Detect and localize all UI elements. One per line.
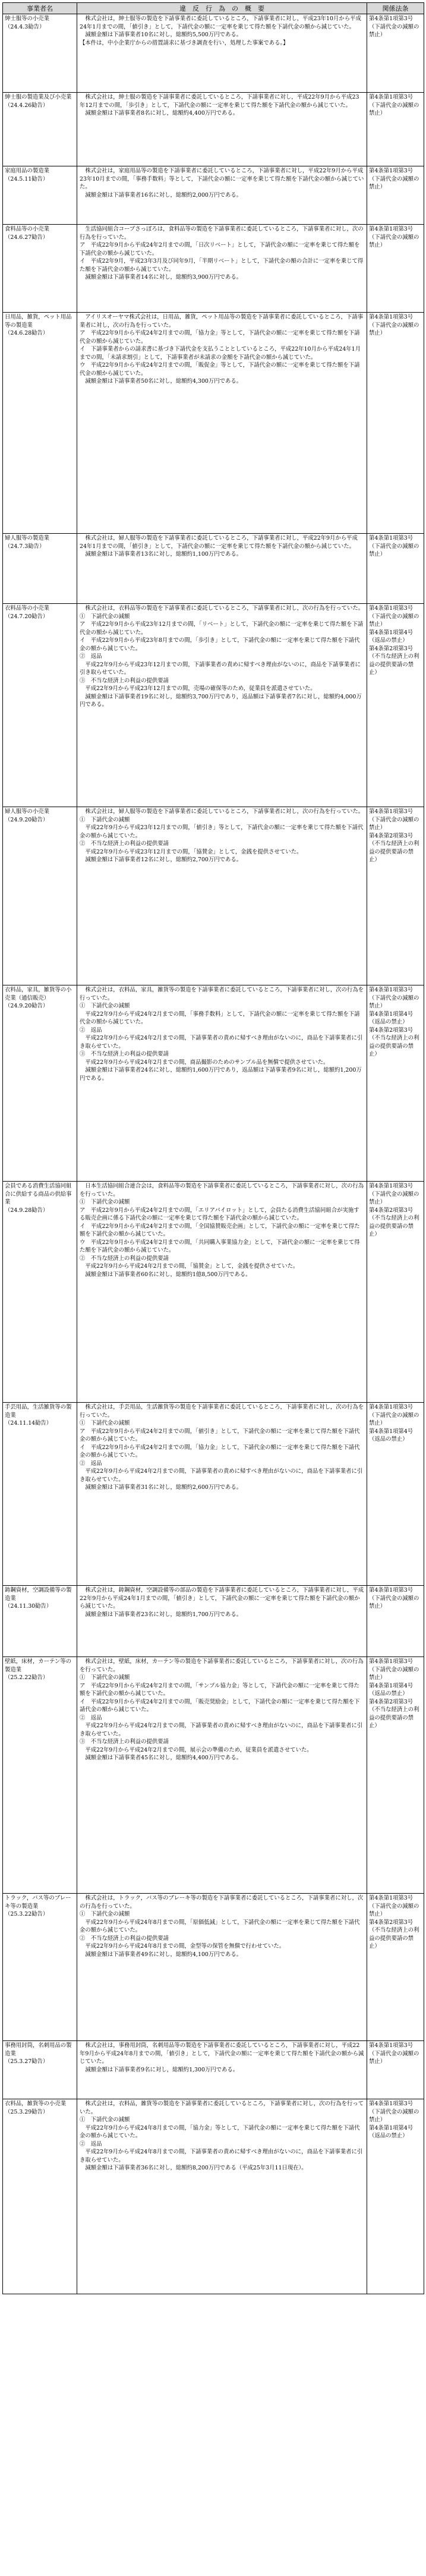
company-cell-line: 家庭用品の製造業	[5, 168, 50, 174]
company-cell-line: （24.4.3勧告）	[5, 23, 45, 30]
company-cell	[3, 14, 77, 93]
law-cell	[367, 1403, 424, 1586]
summary-cell	[77, 166, 367, 225]
summary-cell-line: ① 下請代金の減額	[80, 1911, 130, 1918]
table-row	[3, 985, 424, 1182]
law-cell-line: 第4条第1項第3号（下請代金の減額の禁止）	[369, 1895, 419, 1918]
summary-cell-line: イ 平成22年9月から平成24年2月までの間，「全国協賛販売企画」として，下請代金の額に一定率を乗じて得た額を下請代金の額から減じていた。	[80, 1223, 360, 1238]
summary-cell-line: 平成22年9月から平成24年2月までの間，「協賛金」として，金銭を提供させていた。	[80, 1263, 299, 1270]
table-row	[3, 225, 424, 313]
summary-cell	[77, 604, 367, 807]
summary-cell-line: ② 返品	[80, 653, 102, 660]
company-cell-line: トラック，バス等のブレーキ等の製造業	[5, 1895, 71, 1910]
table-row	[3, 14, 424, 93]
company-cell-line: 衣料品，家具，雑貨等の小売業（通信販売）	[5, 987, 72, 1002]
company-cell-line: （24.6.27勧告）	[5, 234, 49, 241]
summary-cell-line: ウ 平成22年9月から平成24年2月までの間，「販促金」等として，下請代金の額に一定率を乗じて得た額を下請代金の額から減じていた。	[80, 362, 360, 377]
summary-cell-line: イ 平成22年9月，平成23年3月及び同年9月，「半期リベート」として，下請代金の額の合計に一定率を乗じて得た額を下請代金の額から減じていた。	[80, 258, 364, 273]
law-cell	[367, 166, 424, 225]
law-cell	[367, 1657, 424, 1894]
summary-cell-line: 減額金額は下請事業者50名に対し，総額約4,300万円である。	[80, 378, 242, 385]
summary-cell-line: ① 下請代金の減額	[80, 1420, 130, 1427]
law-cell	[367, 534, 424, 604]
company-cell-line: （24.9.20勧告）	[5, 816, 49, 823]
summary-cell-line: ② 不当な経済上の利益の提供要請	[80, 840, 169, 848]
law-cell-line: 第4条第1項第3号（下請代金の減額の禁止）	[369, 1658, 419, 1681]
table-row	[3, 1403, 424, 1586]
company-cell-line: 会員である消費生活協同組合に供給する商品の供給事業	[5, 1183, 72, 1206]
summary-cell-line: ① 下請代金の減額	[80, 1003, 130, 1010]
summary-cell-line: アイリスオーヤマ株式会社は，日用品，雑貨，ペット用品等の製造を下請事業者に委託しているところ，下請事業者に対し，次の行為を行っていた。	[80, 314, 364, 329]
law-cell-line: 第4条第1項第3号（下請代金の減額の禁止）	[369, 2101, 419, 2124]
summary-cell	[77, 1657, 367, 1894]
law-cell-line: 第4条第2項第3号（不当な経済上の利益の提供要請の禁止）	[369, 1919, 419, 1950]
header-summary: 違 反 行 為 の 概 要	[77, 3, 367, 14]
summary-cell	[77, 93, 367, 166]
summary-cell-line: ② 返品	[80, 2140, 102, 2147]
table-row	[3, 2099, 424, 2294]
summary-cell-line: ① 下請代金の減額	[80, 1674, 130, 1681]
law-cell	[367, 225, 424, 313]
summary-cell-line: 減額金額は下請事業者36名に対し，総額約8,200万円である（平成25年3月11日現在）。	[80, 2165, 307, 2172]
law-cell-line: 第4条第2項第3号（不当な経済上の利益の提供要請の禁止）	[369, 645, 419, 676]
summary-cell-line: ① 下請代金の減額	[80, 1199, 130, 1206]
law-cell-line: 第4条第2項第3号（不当な経済上の利益の提供要請の禁止）	[369, 1698, 419, 1730]
summary-cell-line: 平成22年9月から平成24年2月までの間，商品撮影のためのサンプル品を無償で提供させていた。	[80, 1059, 329, 1066]
company-cell-line: 紳士服の製造業及び小売業	[5, 94, 72, 100]
summary-cell	[77, 1182, 367, 1403]
table-row	[3, 807, 424, 985]
company-cell-line: 紳士服等の小売業	[5, 15, 50, 22]
summary-cell-line: 減額金額は下請事業者45名に対し，総額約4,400万円である。	[80, 1755, 242, 1762]
summary-cell-line: 平成22年9月から平成24年2月までの間，下請事業者の責めに帰すべき理由がないのに，商品を下請事業者に引き取らせていた。	[80, 1722, 363, 1737]
summary-cell-line: 日本生活協同組合連合会は，食料品等の製造を下請事業者に委託しているところ，下請事業者に対し，次の行為を行っていた。	[80, 1183, 364, 1198]
summary-cell-line: イ 下請事業者からの請求書に基づき下請代金を支払うこととしているところ，平成22年10月から平成24年1月までの間，「未請求割引」として，下請事業者が未請求の金額を下請代金の額から減じていた。	[80, 346, 361, 361]
company-cell-line: 衣料品，雑貨等の小売業	[5, 2101, 67, 2107]
law-cell-line: 第4条第1項第4号（返品の禁止）	[369, 1010, 414, 1026]
law-cell-line: 第4条第2項第3号（不当な経済上の利益の提供要請の禁止）	[369, 832, 419, 864]
table-body	[3, 14, 424, 2294]
table-row	[3, 1894, 424, 2041]
table-row	[3, 534, 424, 604]
law-cell-line: 第4条第1項第3号（下請代金の減額の禁止）	[369, 314, 419, 337]
summary-cell-line: 減額金額は下請事業者8名に対し，総額約4,400万円である。	[80, 110, 239, 117]
company-cell-line: （24.9.28勧告）	[5, 1207, 49, 1214]
summary-cell-line: 減額金額は下請事業者60名に対し，総額約1億8,500万円である。	[80, 1271, 251, 1278]
company-cell-line: （24.4.26勧告）	[5, 102, 49, 109]
summary-cell-line: 株式会社は，婦人服等の製造を下請事業者に委託しているところ，下請事業者に対し，次の行為を行っていた。	[80, 808, 364, 815]
summary-cell	[77, 1586, 367, 1657]
company-cell	[3, 604, 77, 807]
law-cell	[367, 1586, 424, 1657]
summary-cell-line: 減額金額は下請事業者10名に対し，総額約5,500万円である。	[80, 32, 242, 39]
law-cell-line: 第4条第1項第3号（下請代金の減額の禁止）	[369, 94, 419, 117]
summary-cell	[77, 1894, 367, 2041]
company-cell-line: 手芸用品，生活雑貨等の製造業	[5, 1404, 72, 1419]
summary-cell-line: ① 下請代金の減額	[80, 2117, 130, 2124]
enforcement-table	[2, 2, 424, 2294]
company-cell	[3, 1657, 77, 1894]
company-cell-line: （24.7.20勧告）	[5, 613, 49, 620]
summary-cell-line: 株式会社は，衣料品，雑貨等の製造を下請事業者に委託しているところ，下請事業者に対し，次の行為を行っていた。	[80, 2101, 364, 2115]
company-cell-line: （25.3.27勧告）	[5, 2058, 49, 2065]
law-cell-line: 第4条第1項第3号（下請代金の減額の禁止）	[369, 168, 419, 191]
company-cell-line: 婦人服等の小売業	[5, 808, 50, 815]
summary-cell-line: ③ 不当な経済上の利益の提供要請	[80, 1739, 169, 1746]
table-row	[3, 1182, 424, 1403]
law-cell-line: 第4条第1項第3号（下請代金の減額の禁止）	[369, 1183, 419, 1206]
summary-cell-line: 平成22年9月から平成24年8月までの間，金型等の保管を無償で行わせていた。	[80, 1943, 285, 1950]
law-cell	[367, 93, 424, 166]
summary-cell-line: 減額金額は下請事業者23名に対し，総額約1,700万円である。	[80, 1611, 242, 1618]
summary-cell-line: ア 平成22年9月から平成24年2月までの間，「日次リベート」として，下請代金の額に一定率を乗じて得た額を下請代金の額から減じていた。	[80, 242, 360, 257]
summary-cell-line: 株式会社は，家庭用品等の製造を下請事業者に委託しているところ，下請事業者に対し，平成22年9月から平成23年10月までの間，「事務手数料」等として，下請代金の額に一定率を乗じて得た額を下請代金の額から減じていた。	[80, 168, 364, 191]
summary-cell-line: 平成22年9月から平成24年8月までの間，「協力金」等として，下請代金の額に一定率を乗じて得た額を下請代金の額から減じていた。	[80, 2124, 360, 2140]
summary-cell-line: 平成22年9月から平成24年2月までの間，「事務手数料」として，下請代金の額に一定率を乗じて得た額を下請代金の額から減じていた。	[80, 1010, 360, 1026]
summary-cell	[77, 2041, 367, 2099]
company-cell-line: （24.11.30勧告）	[5, 1603, 52, 1610]
summary-cell-line: 株式会社は，鋳鋼資材，空調設備等の部品の製造を下請事業者に委託しているところ，下請事業者に対し，平成22年9月から平成24年1月までの間，「値引き」として，下請代金の額に一定率を乗じて得た額を下請代金の額から減じていた。	[80, 1587, 364, 1610]
law-cell-line: 第4条第1項第4号（返品の禁止）	[369, 2124, 414, 2140]
company-cell-line: （24.11.14勧告）	[5, 1420, 52, 1427]
law-cell-line: 第4条第1項第3号（下請代金の減額の禁止）	[369, 1587, 419, 1610]
company-cell-line: 事務用封筒，名刺用品の製造業	[5, 2042, 72, 2057]
summary-cell-line: 減額金額は下請事業者12名に対し，総額約2,700万円である。	[80, 856, 242, 864]
summary-cell-line: ア 平成22年9月から平成24年2月までの間，「エリアパイロット」として，会員たる消費生活協同組合が実施する販売企画に係る下請代金の額に一定率を乗じて得た額を下請代金の額から減じていた。	[80, 1207, 359, 1222]
law-cell-line: 第4条第1項第3号（下請代金の減額の禁止）	[369, 808, 419, 832]
summary-cell-line: ② 返品	[80, 1460, 102, 1467]
summary-cell-line: 【本件は，中小企業庁からの措置請求に基づき調査を行い，処理した事案である。】	[80, 39, 289, 46]
summary-cell-line: 株式会社は，衣料品，家具，雑貨等の製造を下請事業者に委託しているところ，下請事業者に対し，次の行為を行っていた。	[80, 987, 364, 1002]
summary-cell-line: 平成22年9月から平成23年12月までの間，「値引き」等として，下請代金の額に一定率を乗じて得た額を下請代金の額から減じていた。	[80, 824, 364, 839]
company-cell	[3, 534, 77, 604]
table-header-row	[3, 3, 424, 14]
summary-cell-line: ① 下請代金の減額	[80, 613, 130, 620]
table-row	[3, 604, 424, 807]
law-cell-line: 第4条第2項第3号（不当な経済上の利益の提供要請の禁止）	[369, 1207, 419, 1238]
company-cell-line: 婦人服等の製造業	[5, 535, 50, 541]
summary-cell-line: ア 平成22年9月から平成24年2月までの間，「サンプル協力金」等として，下請代金の額に一定率を乗じて得た額を下請代金の額から減じていた。	[80, 1682, 359, 1698]
table-row	[3, 313, 424, 534]
law-cell	[367, 1182, 424, 1403]
company-cell	[3, 1403, 77, 1586]
summary-cell	[77, 14, 367, 93]
summary-cell-line: ② 返品	[80, 1026, 102, 1034]
summary-cell-line: 株式会社は，壁紙，床材，カーテン等の製造を下請事業者に委託しているところ，下請事業者に対し，次の行為を行っていた。	[80, 1658, 364, 1673]
company-cell-line: （24.6.28勧告）	[5, 330, 49, 337]
summary-cell-line: 株式会社は，婦人服等の製造を下請事業者に委託しているところ，下請事業者に対し，平成22年9月から平成24年1月までの間，「値引き」として，下請代金の額に一定率を乗じて得た額を下請代金の額から減じていた。	[80, 535, 358, 550]
summary-cell	[77, 1403, 367, 1586]
law-cell-line: 第4条第1項第3号（下請代金の減額の禁止）	[369, 15, 419, 39]
law-cell	[367, 1894, 424, 2041]
summary-cell-line: ア 平成22年9月から平成23年12月までの間，「リベート」として，下請代金の額に一定率を乗じて得た額を下請代金の額から減じていた。	[80, 621, 364, 636]
law-cell	[367, 2099, 424, 2294]
summary-cell-line: ② 不当な経済上の利益の提供要請	[80, 1935, 169, 1942]
summary-cell-line: 平成22年9月から平成24年2月までの間，展示会の準備のため，従業員を派遣させていた。	[80, 1746, 313, 1753]
summary-cell-line: 株式会社は，トラック，バス等のブレーキ等の製造を下請事業者に委託しているところ，下請事業者に対し，次の行為を行っていた。	[80, 1895, 364, 1910]
law-cell	[367, 604, 424, 807]
summary-cell-line: ② 返品	[80, 1714, 102, 1721]
company-cell	[3, 93, 77, 166]
law-cell	[367, 807, 424, 985]
summary-cell-line: 減額金額は下請事業者9名に対し，総額約1,300万円である。	[80, 2066, 239, 2073]
summary-cell-line: 株式会社は，事務用封筒，名刺用品等の製造を下請事業者に委託しているところ，下請事業者に対し，平成22年9月から平成24年8月までの間，「値引き」として，下請代金の額に一定率を乗じて得た額を下請代金の額から減じていた。	[80, 2042, 364, 2065]
company-cell-line: （24.5.11勧告）	[5, 175, 49, 182]
summary-cell-line: 減額金額は下請事業者13名に対し，総額約1,100万円である。	[80, 551, 242, 558]
law-cell-line: 第4条第1項第4号（返品の禁止）	[369, 1682, 414, 1698]
table-row	[3, 2041, 424, 2099]
company-cell-line: （24.9.20勧告）	[5, 1003, 49, 1010]
summary-cell-line: 平成22年9月から平成24年2月までの間，下請事業者の責めに帰すべき理由がないのに，商品を下請事業者に引き取らせていた。	[80, 1468, 363, 1483]
law-cell-line: 第4条第1項第3号（下請代金の減額の禁止）	[369, 2042, 419, 2065]
law-cell	[367, 985, 424, 1182]
company-cell-line: 衣料品等の小売業	[5, 605, 50, 612]
table-row	[3, 166, 424, 225]
company-cell	[3, 807, 77, 985]
summary-cell	[77, 313, 367, 534]
summary-cell-line: 減額金額は下請事業者49名に対し，総額約4,100万円である。	[80, 1951, 242, 1958]
law-cell-line: 第4条第1項第3号（下請代金の減額の禁止）	[369, 535, 419, 558]
summary-cell	[77, 2099, 367, 2294]
company-cell	[3, 2041, 77, 2099]
table-row	[3, 1586, 424, 1657]
summary-cell-line: ① 下請代金の減額	[80, 816, 130, 823]
table-row	[3, 93, 424, 166]
summary-cell-line: 減額金額は下請事業者16名に対し，総額約2,000万円である。	[80, 191, 242, 199]
summary-cell-line: 減額金額は下請事業者24名に対し，総額約1,600万円であり，返品額は下請事業者9名に対し，総額約1,200万円である。	[80, 1067, 362, 1082]
summary-cell-line: 減額金額は下請事業者19名に対し，総額約3,700万円であり，返品額は下請事業者7名に対し，総額約4,000万円である。	[80, 693, 362, 708]
company-cell-line: （24.7.3勧告）	[5, 543, 45, 550]
company-cell-line: （25.3.22勧告）	[5, 1911, 49, 1918]
header-law: 関係法条	[367, 3, 424, 14]
law-cell-line: 第4条第1項第4号（返品の禁止）	[369, 629, 414, 644]
law-cell	[367, 2041, 424, 2099]
law-cell	[367, 313, 424, 534]
law-cell	[367, 14, 424, 93]
company-cell-line: 壁紙，床材，カーテン等の製造業	[5, 1658, 72, 1673]
summary-cell-line: イ 平成22年9月から平成24年2月までの間，「協力金」として，下請代金の額に一定率を乗じて得た額を下請代金の額から減じていた。	[80, 1444, 360, 1459]
summary-cell-line: 平成22年9月から平成23年12月までの間，「協賛金」として，金銭を提供させていた。	[80, 848, 302, 855]
summary-cell-line: 平成22年9月から平成24年8月までの間，「原価低減」として，下請代金の額に一定率を乗じて得た額を下請代金の額から減じていた。	[80, 1919, 360, 1934]
summary-cell	[77, 225, 367, 313]
summary-cell-line: ウ 平成22年9月から平成24年2月までの間，「共同購入事業協力金」として，下請代金の額に一定率を乗じて得た額を下請代金の額から減じていた。	[80, 1239, 360, 1254]
summary-cell	[77, 807, 367, 985]
summary-cell-line: 株式会社は，紳士服等の製造を下請事業者に委託しているところ，下請事業者に対し，平成23年10月から平成24年1月までの間，「値引き」として，下請代金の額に一定率を乗じて得た額を下請代金の額から減じていた。	[80, 15, 361, 30]
summary-cell-line: 株式会社は，紳士服の製造を下請事業者に委託しているところ，下請事業者に対し，平成22年9月から平成23年12月までの間，「歩引き」として，下請代金の額に一定率を乗じて得た額を下請代金の額から減じていた。	[80, 94, 359, 109]
company-cell	[3, 313, 77, 534]
summary-cell-line: 株式会社は，衣料品等の製造を下請事業者に委託しているところ，下請事業者に対し，次の行為を行っていた。	[80, 605, 364, 612]
company-cell	[3, 225, 77, 313]
summary-cell-line: ② 不当な経済上の利益の提供要請	[80, 1255, 169, 1262]
company-cell	[3, 1586, 77, 1657]
company-cell	[3, 985, 77, 1182]
company-cell-line: （25.2.22勧告）	[5, 1674, 49, 1681]
table-row	[3, 1657, 424, 1894]
summary-cell-line: 平成22年9月から平成23年12月までの間，下請事業者の責めに帰すべき理由がないのに，商品を下請事業者に引き取らせていた。	[80, 661, 361, 676]
company-cell	[3, 1182, 77, 1403]
law-cell-line: 第4条第1項第4号（返品の禁止）	[369, 1428, 414, 1443]
summary-cell-line: イ 平成22年9月から平成24年2月までの間，「販売奨励金」として，下請代金の額に一定率を乗じて得た額を下請代金の額から減じていた。	[80, 1698, 360, 1714]
summary-cell-line: 減額金額は下請事業者31名に対し，総額約2,600万円である。	[80, 1484, 242, 1491]
law-cell-line: 第4条第1項第3号（下請代金の減額の禁止）	[369, 987, 419, 1010]
law-cell-line: 第4条第2項第3号（不当な経済上の利益の提供要請の禁止）	[369, 1026, 419, 1058]
company-cell-line: （25.3.29勧告）	[5, 2108, 49, 2115]
summary-cell-line: 減額金額は下請事業者14名に対し，総額約3,900万円である。	[80, 274, 242, 281]
summary-cell-line: イ 平成22年9月から平成23年8月までの間，「歩引き」として，下請代金の額に一定率を乗じて得た額を下請代金の額から減じていた。	[80, 637, 360, 652]
company-cell	[3, 1894, 77, 2041]
summary-cell-line: 生活協同組合コープさっぽろは，食料品等の製造を下請事業者に委託しているところ，下請事業者に対し，次の行為を行っていた。	[80, 226, 364, 241]
summary-cell-line: 株式会社は，手芸用品，生活雑貨等の製造を下請事業者に委託しているところ，下請事業者に対し，次の行為を行っていた。	[80, 1404, 364, 1419]
law-cell-line: 第4条第1項第3号（下請代金の減額の禁止）	[369, 226, 419, 249]
summary-cell-line: ア 平成22年9月から平成24年2月までの間，「値引き」として，下請代金の額に一定率を乗じて得た額を下請代金の額から減じていた。	[80, 1428, 360, 1443]
summary-cell-line: 平成22年9月から平成23年12月までの間，売場の確保等のため，従業員を派遣させていた。	[80, 685, 316, 692]
company-cell-line: 食料品等の小売業	[5, 226, 50, 232]
law-cell-line: 第4条第1項第3号（下請代金の減額の禁止）	[369, 1404, 419, 1427]
summary-cell-line: 平成22年9月から平成24年2月までの間，下請事業者の責めに帰すべき理由がないのに，商品を下請事業者に引き取らせていた。	[80, 1035, 363, 1050]
summary-cell-line: ア 平成22年9月から平成24年2月までの間，「協力金」等として，下請代金の額に一定率を乗じて得た額を下請代金の額から減じていた。	[80, 330, 360, 345]
company-cell	[3, 2099, 77, 2294]
company-cell-line: 日用品，雑貨，ペット用品等の製造業	[5, 314, 72, 329]
law-cell-line: 第4条第1項第3号（下請代金の減額の禁止）	[369, 605, 419, 628]
summary-cell	[77, 985, 367, 1182]
summary-cell-line: ③ 不当な経済上の利益の提供要請	[80, 1051, 169, 1058]
company-cell	[3, 166, 77, 225]
company-cell-line: 鋳鋼資材，空調設備等の製造業	[5, 1587, 72, 1602]
header-company: 事業者名	[3, 3, 77, 14]
summary-cell-line: ③ 不当な経済上の利益の提供要請	[80, 677, 169, 684]
summary-cell-line: 平成22年9月から平成24年8月までの間，下請事業者の責めに帰すべき理由がないのに，商品を下請事業者に引き取らせていた。	[80, 2149, 363, 2164]
summary-cell	[77, 534, 367, 604]
